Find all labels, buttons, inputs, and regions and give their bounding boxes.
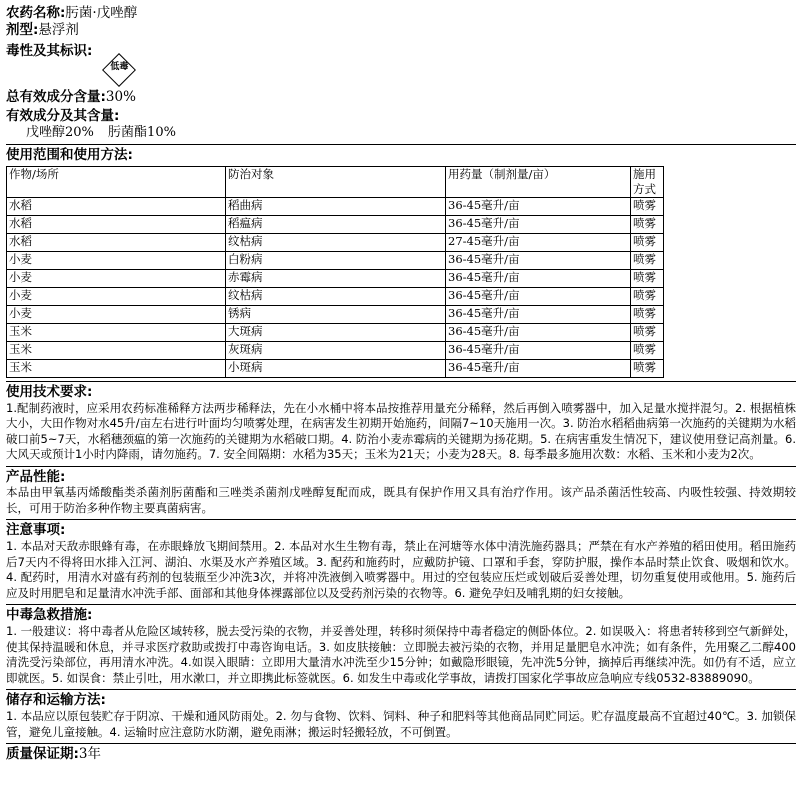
usage-table [6, 166, 664, 378]
ingredient-item: 肟菌酯10% [108, 124, 176, 140]
ingredients-list [6, 125, 798, 141]
table-cell: 36-45毫升/亩 [446, 269, 631, 287]
caution-text: 1. 本品对天敌赤眼蜂有毒，在赤眼蜂放飞期间禁用。2. 本品对水生生物有毒，禁止在河塘等水体中清洗施药器具；严禁在有水产养殖的稻田使用。稻田施药后7天内不得将田水排入江河、湖泊、水渠及水产养殖区域。3. 配药和施药时，应戴防护镜、口罩和手套，穿防护服，操作本品时禁止饮食、吸烟和饮水。4. 配药时，用清水对盛有药剂的包装瓶至少冲洗3次，并将冲洗液倒入喷雾器中。用过的空包装应压烂或划破后妥善处理，切勿重复使用或他用。5. 施药后应及时用肥皂和足量清水冲洗手部、面部和其他身体裸露部位以及受药剂污染的衣物等。6. 避免孕妇及哺乳期的妇女接触。 [6, 539, 796, 600]
toxicity-row [6, 43, 798, 83]
total-content-row [6, 89, 798, 106]
table-cell: 水稻 [7, 215, 226, 233]
table-cell: 玉米 [7, 323, 226, 341]
tech-requirements-label: 使用技术要求: [6, 383, 93, 400]
warranty-row [6, 746, 798, 763]
low-toxicity-icon [102, 53, 136, 87]
table-row [7, 341, 664, 359]
table-cell: 喷雾 [631, 287, 664, 305]
table-cell: 大斑病 [226, 323, 446, 341]
table-cell: 玉米 [7, 359, 226, 377]
table-cell: 水稻 [7, 233, 226, 251]
table-cell: 灰斑病 [226, 341, 446, 359]
table-row [7, 215, 664, 233]
table-row [7, 323, 664, 341]
table-cell: 白粉病 [226, 251, 446, 269]
total-content-value: 30% [105, 88, 136, 105]
table-cell: 小麦 [7, 269, 226, 287]
table-header-cell: 用药量（制剂量/亩） [446, 166, 631, 197]
table-cell: 36-45毫升/亩 [446, 251, 631, 269]
caution-label: 注意事项: [6, 522, 66, 539]
table-cell: 喷雾 [631, 269, 664, 287]
table-cell: 喷雾 [631, 251, 664, 269]
table-cell: 喷雾 [631, 233, 664, 251]
table-header-cell: 防治对象 [226, 166, 446, 197]
divider [6, 743, 796, 744]
performance-text: 本品由甲氧基丙烯酸酯类杀菌剂肟菌酯和三唑类杀菌剂戊唑醇复配而成，既具有保护作用又具有治疗作用。该产品杀菌活性较高、内吸性较强、持效期较长，可用于防治多种作物主要真菌病害。 [6, 485, 796, 515]
divider [6, 604, 796, 605]
divider [6, 144, 796, 145]
storage-text: 1. 本品应以原包装贮存于阴凉、干燥和通风防雨处。2. 勿与食物、饮料、饲料、种子和肥料等其他商品同贮同运。贮存温度最高不宜超过40℃。3. 加锁保管，避免儿童接触。4. 运输时应注意防水防潮，避免雨淋；搬运时轻搬轻放，不可倒置。 [6, 709, 796, 739]
table-cell: 玉米 [7, 341, 226, 359]
warranty-label: 质量保证期: [6, 746, 79, 762]
table-cell: 喷雾 [631, 215, 664, 233]
ingredients-label: 有效成分及其含量: [6, 107, 120, 124]
table-cell: 喷雾 [631, 323, 664, 341]
formulation-label: 剂型: [6, 21, 39, 38]
table-cell: 稻瘟病 [226, 215, 446, 233]
table-header-cell: 作物/场所 [7, 166, 226, 197]
table-cell: 水稻 [7, 197, 226, 215]
table-cell: 纹枯病 [226, 233, 446, 251]
table-cell: 锈病 [226, 305, 446, 323]
warranty-value: 3年 [78, 746, 101, 762]
first-aid-text: 1. 一般建议：将中毒者从危险区域转移，脱去受污染的衣物，并妥善处理，转移时须保持中毒者稳定的侧卧体位。2. 如误吸入：将患者转移到空气新鲜处，使其保持温暖和休息，并寻求医疗救助或拨打中毒咨询电话。3. 如皮肤接触：立即脱去被污染的衣物，并用足量肥皂水冲洗；如有条件，先用聚乙二醇400清洗受污染部位，再用清水冲洗。4.如误入眼睛：立即用大量清水冲洗至少15分钟；如戴隐形眼镜，先冲洗5分钟，摘掉后再继续冲洗。如仍有不适，应立即就医。5. 如误食：禁止引吐，用水漱口，并立即携此标签就医。6. 如发生中毒或化学事故，请拨打国家化学事故应急响应专线0532-83889090。 [6, 624, 796, 685]
table-cell: 小麦 [7, 287, 226, 305]
table-cell: 纹枯病 [226, 287, 446, 305]
table-row [7, 305, 664, 323]
formulation-value: 悬浮剂 [38, 21, 79, 38]
table-cell: 小麦 [7, 305, 226, 323]
storage-label: 储存和运输方法: [6, 692, 106, 709]
table-cell: 27-45毫升/亩 [446, 233, 631, 251]
table-cell: 喷雾 [631, 341, 664, 359]
table-cell: 赤霉病 [226, 269, 446, 287]
table-cell: 36-45毫升/亩 [446, 359, 631, 377]
ingredients-section [6, 108, 798, 141]
divider [6, 381, 796, 382]
product-name-row [6, 5, 798, 22]
usage-label: 使用范围和使用方法: [6, 146, 133, 163]
table-row [7, 287, 664, 305]
table-cell: 36-45毫升/亩 [446, 323, 631, 341]
table-row [7, 251, 664, 269]
formulation-row [6, 22, 798, 39]
table-cell: 稻曲病 [226, 197, 446, 215]
table-cell: 36-45毫升/亩 [446, 341, 631, 359]
table-header-row [7, 166, 664, 197]
tech-requirements-text: 1.配制药液时，应采用农药标准稀释方法两步稀释法，先在小水桶中将本品按推荐用量充分稀释，然后再倒入喷雾器中，加入足量水搅拌混匀。2. 根据植株大小，大田作物对水45升/亩左右进行叶面均匀喷雾处理，在病害发生初期开始施药，间隔7~10天施用一次。3. 防治水稻稻曲病第一次施药的关键期为水稻破口前5~7天，水稻穗颈瘟的第一次施药的关键期为水稻破口期。4. 防治小麦赤霉病的关键期为扬花期。5. 在病害重发生情况下，建议使用登记高剂量。6. 大风天或预计1小时内降雨，请勿施药。7. 安全间隔期：水稻为35天；玉米为21天；小麦为28天。8. 每季最多施用次数：水稻、玉米和小麦为2次。 [6, 400, 796, 461]
divider [6, 519, 796, 520]
table-cell: 喷雾 [631, 359, 664, 377]
product-name-label: 农药名称: [6, 5, 66, 21]
table-header-cell: 施用方式 [631, 166, 664, 197]
table-row [7, 269, 664, 287]
table-row [7, 233, 664, 251]
table-row [7, 197, 664, 215]
table-cell: 喷雾 [631, 305, 664, 323]
product-name-value: 肟菌·戊唑醇 [65, 5, 138, 21]
table-cell: 36-45毫升/亩 [446, 215, 631, 233]
total-content-label: 总有效成分含量: [6, 88, 106, 105]
performance-label: 产品性能: [6, 468, 66, 485]
table-row [7, 359, 664, 377]
toxicity-mark: 低毒 [110, 61, 129, 72]
ingredient-item: 戊唑醇20% [26, 124, 94, 140]
first-aid-label: 中毒急救措施: [6, 607, 93, 624]
table-cell: 36-45毫升/亩 [446, 197, 631, 215]
table-cell: 36-45毫升/亩 [446, 287, 631, 305]
divider [6, 689, 796, 690]
table-cell: 小麦 [7, 251, 226, 269]
divider [6, 466, 796, 467]
table-cell: 36-45毫升/亩 [446, 305, 631, 323]
toxicity-label: 毒性及其标识: [6, 42, 93, 59]
table-cell: 喷雾 [631, 197, 664, 215]
table-cell: 小斑病 [226, 359, 446, 377]
